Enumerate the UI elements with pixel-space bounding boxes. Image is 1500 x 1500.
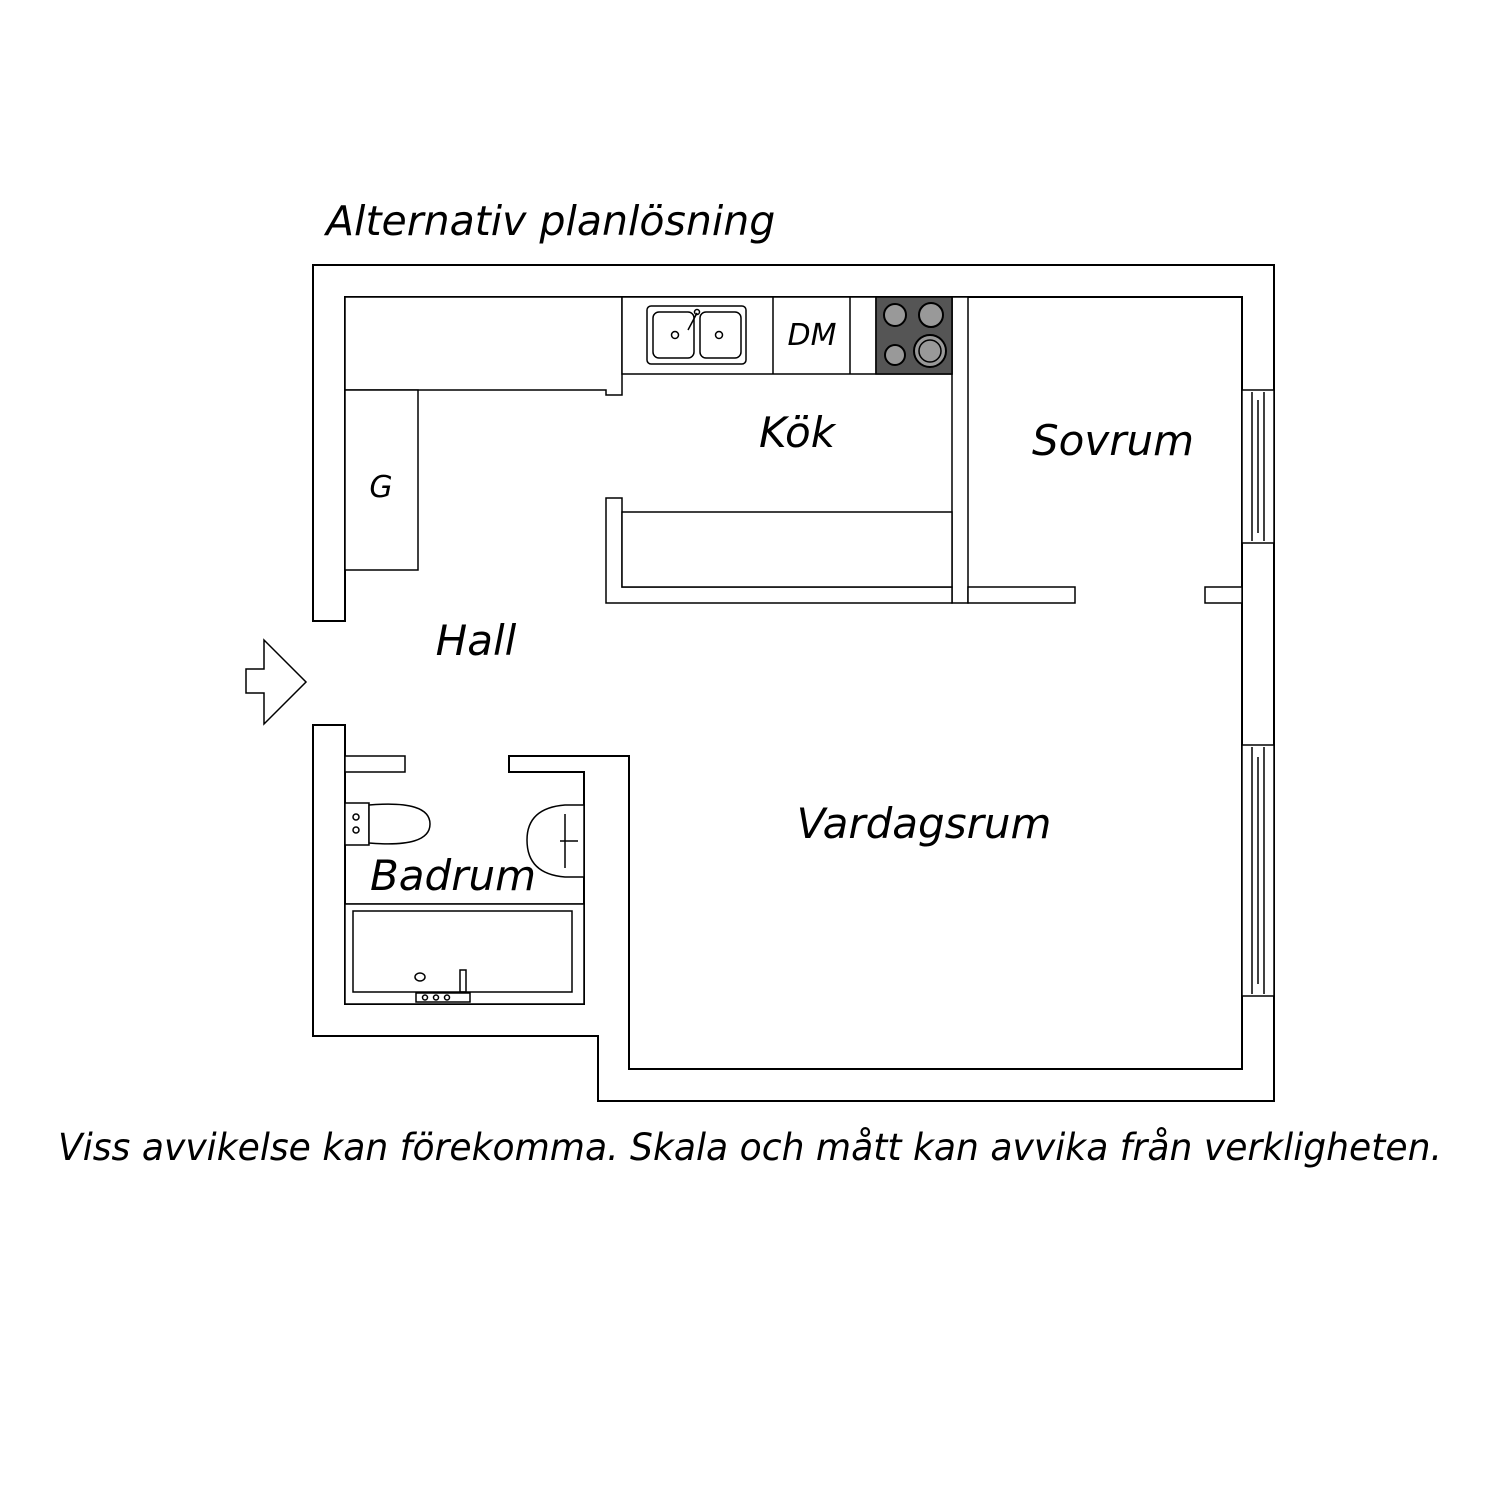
room-label-bathroom: Badrum bbox=[369, 851, 537, 900]
dishwasher-label: DM bbox=[787, 318, 837, 353]
entrance-arrow-icon bbox=[246, 640, 306, 724]
kitchen-bench bbox=[622, 512, 952, 587]
plan-title: Alternativ planlösning bbox=[326, 197, 776, 245]
room-label-kitchen: Kök bbox=[758, 408, 836, 457]
disclaimer-text: Viss avvikelse kan förekomma. Skala och mått kan avvika från verkligheten. bbox=[58, 1126, 1442, 1169]
wardrobe bbox=[345, 390, 418, 570]
stove-icon bbox=[876, 297, 952, 374]
room-label-living-room: Vardagsrum bbox=[796, 799, 1052, 848]
window-bedroom bbox=[1242, 390, 1274, 543]
toilet-icon bbox=[345, 803, 430, 845]
window-living-room bbox=[1242, 745, 1274, 996]
wardrobe-label: G bbox=[369, 470, 393, 505]
bathtub-icon bbox=[345, 904, 584, 1004]
room-label-hall: Hall bbox=[435, 616, 517, 665]
room-label-bedroom: Sovrum bbox=[1031, 416, 1195, 465]
